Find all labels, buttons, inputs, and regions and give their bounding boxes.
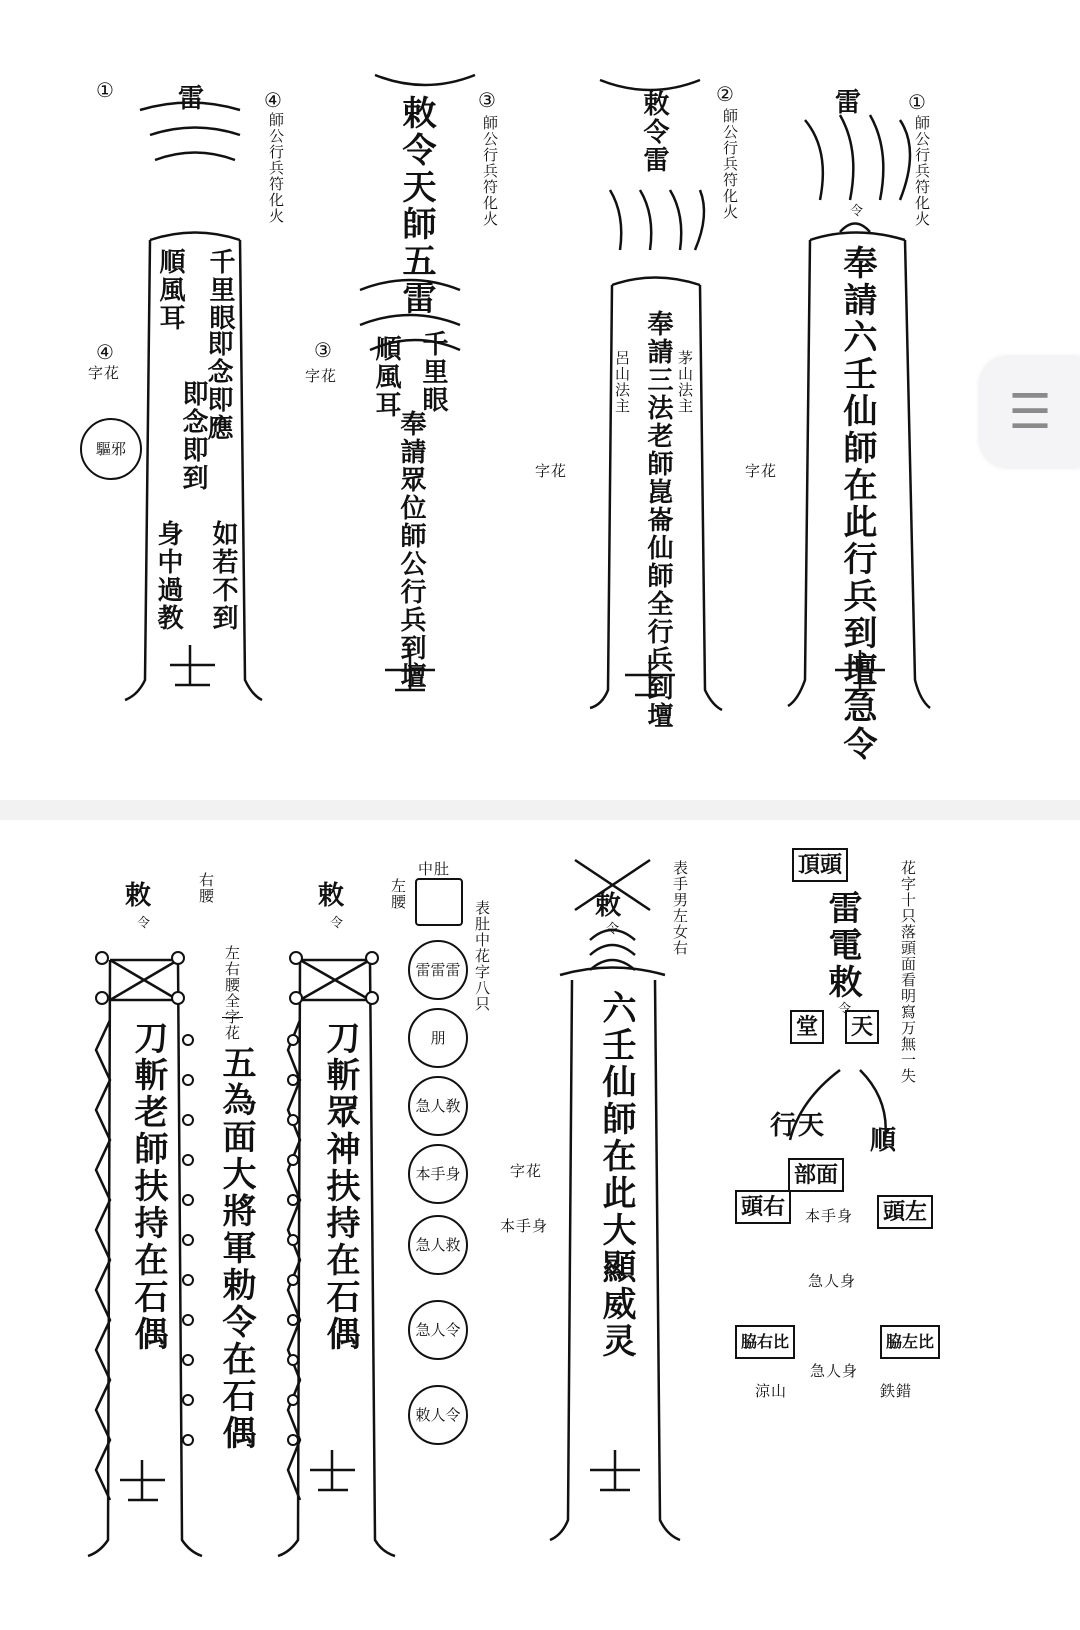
t4-header: 雷 [178, 84, 207, 114]
b3-body: 刀斬眾神扶持在石偶 [320, 1020, 360, 1353]
t2-number: ② [716, 82, 734, 106]
b4-body: 刀斬老師扶持在石偶 [128, 1020, 168, 1353]
b1-box-tian: 天 [845, 1010, 879, 1044]
b2-flower-label: 字花 [510, 1162, 543, 1180]
b1-right-arm: 順 [870, 1126, 899, 1156]
b1-rib-left: 脇左比 [880, 1325, 940, 1359]
b3-seal-3 [408, 1076, 468, 1136]
b1-box-tang: 堂 [790, 1010, 824, 1044]
b2-body: 六壬仙師在此大顯威灵 [596, 990, 636, 1360]
menu-button[interactable] [980, 357, 1080, 467]
t1-flower-label: 字花 [745, 462, 778, 480]
b1-center2: 急人身 [808, 1272, 857, 1290]
b1-note: 花字十只落頭面看明寫万無一失 [899, 860, 917, 1084]
b3-seal-2-text: 朋 [430, 1029, 446, 1047]
t4-corner-number: ① [96, 78, 114, 102]
b4-header: 敕 [125, 881, 154, 911]
t3-flower-label: 字花 [305, 367, 338, 385]
b1-top-box: 頂頭 [792, 848, 848, 882]
b2-header: 敕 [595, 891, 624, 921]
b3-seal-5 [408, 1215, 468, 1275]
b3-seal-6 [408, 1300, 468, 1360]
t3-flower-number: ③ [314, 338, 332, 362]
b3-seal-5-text: 急人救 [415, 1236, 461, 1254]
b2-seal: 令 [606, 922, 620, 937]
t3-right-label: 千里眼 [418, 330, 448, 414]
menu-icon: ☰ [1008, 384, 1052, 440]
t4-seal [80, 418, 142, 480]
t3-header: 敕令天師五雷 [396, 95, 436, 317]
b1-cool: 涼山 [755, 1382, 788, 1400]
t3-body: 奉請眾位師公行兵到壇 [396, 410, 426, 690]
b1-iron: 鉄錯 [880, 1382, 913, 1400]
t4-left-label: 順風耳 [155, 248, 185, 332]
t3-side-label: 師公行兵符化火 [481, 115, 499, 227]
b3-note: 表肚中花字八只 [473, 900, 491, 1012]
b3-seal-1-text: 雷雷雷 [415, 961, 461, 979]
t4-body2: 即念即到 [178, 380, 208, 492]
b3-seal: 令 [330, 916, 344, 931]
b1-rib-right: 脇右比 [735, 1325, 795, 1359]
t4-flower-label: 字花 [88, 364, 121, 382]
b3-grid-seal [415, 878, 463, 926]
b3-seal-3-text: 急人敎 [415, 1097, 461, 1115]
b4-note: 左右腰全字花 [223, 945, 241, 1041]
b3-seal-4-text: 本手身 [415, 1165, 461, 1183]
b4-body2: 五為面大將軍勅令在石偶 [216, 1045, 256, 1452]
t2-header: 敕令雷 [639, 90, 669, 174]
b3-side-top: 中肚 [418, 860, 451, 878]
b3-seal-7-text: 敕人令 [415, 1406, 461, 1424]
t4-right-label: 千里眼 [205, 248, 235, 332]
b3-seal-2 [408, 1008, 468, 1068]
b3-seal-6-text: 急人令 [415, 1321, 461, 1339]
t4-c-right: 如若不到 [208, 520, 238, 632]
t4-c-left: 身中過教 [153, 520, 183, 632]
top-panel [0, 0, 1080, 800]
b1-left-arm: 行天 [770, 1111, 827, 1141]
b3-seal-1 [408, 940, 468, 1000]
panel-separator [0, 800, 1080, 820]
t3-number: ③ [478, 88, 496, 112]
b1-right-head-box: 頭左 [877, 1195, 933, 1229]
t2-flower-label: 字花 [535, 462, 568, 480]
t2-side-label: 師公行兵符化火 [721, 108, 739, 220]
b1-center1: 本手身 [805, 1207, 854, 1225]
b1-seal: 令 [838, 1002, 852, 1017]
b3-side-label: 左腰 [389, 878, 407, 910]
b3-seal-7 [408, 1385, 468, 1445]
t4-number: ④ [264, 88, 282, 112]
t2-right-label: 茅山法主 [676, 350, 694, 414]
t1-header: 雷 [835, 88, 864, 118]
t1-side-label: 師公行兵符化火 [913, 115, 931, 227]
bottom-panel [0, 820, 1080, 1630]
b3-header: 敕 [318, 881, 347, 911]
b1-mid: 雷電敕 [822, 890, 862, 1001]
t3-left-label: 順風耳 [371, 335, 401, 419]
b4-side-label: 右腰 [197, 872, 215, 904]
t4-flower-number: ④ [96, 340, 114, 364]
t1-seal: 令 [850, 204, 864, 219]
b4-seal: 令 [137, 916, 151, 931]
t1-body: 奉請六壬仙師在此行兵到壇急令 [837, 245, 877, 763]
t4-seal-text: 驅邪 [95, 440, 126, 458]
t4-body1: 即念即應 [203, 330, 233, 442]
b2-flower: 本手身 [500, 1217, 549, 1235]
t2-left-label: 呂山法主 [613, 350, 631, 414]
t2-body: 奉請三法老師崑崙仙師全行兵到壇 [643, 310, 673, 730]
t1-number: ① [908, 90, 926, 114]
t4-side-label: 師公行兵符化火 [267, 112, 285, 224]
b1-left-head-box: 頭右 [735, 1190, 791, 1224]
b3-seal-4 [408, 1144, 468, 1204]
b1-center3: 急人身 [810, 1362, 859, 1380]
b1-face-box: 部面 [788, 1158, 844, 1192]
b2-side-label: 表手男左女右 [671, 860, 689, 956]
